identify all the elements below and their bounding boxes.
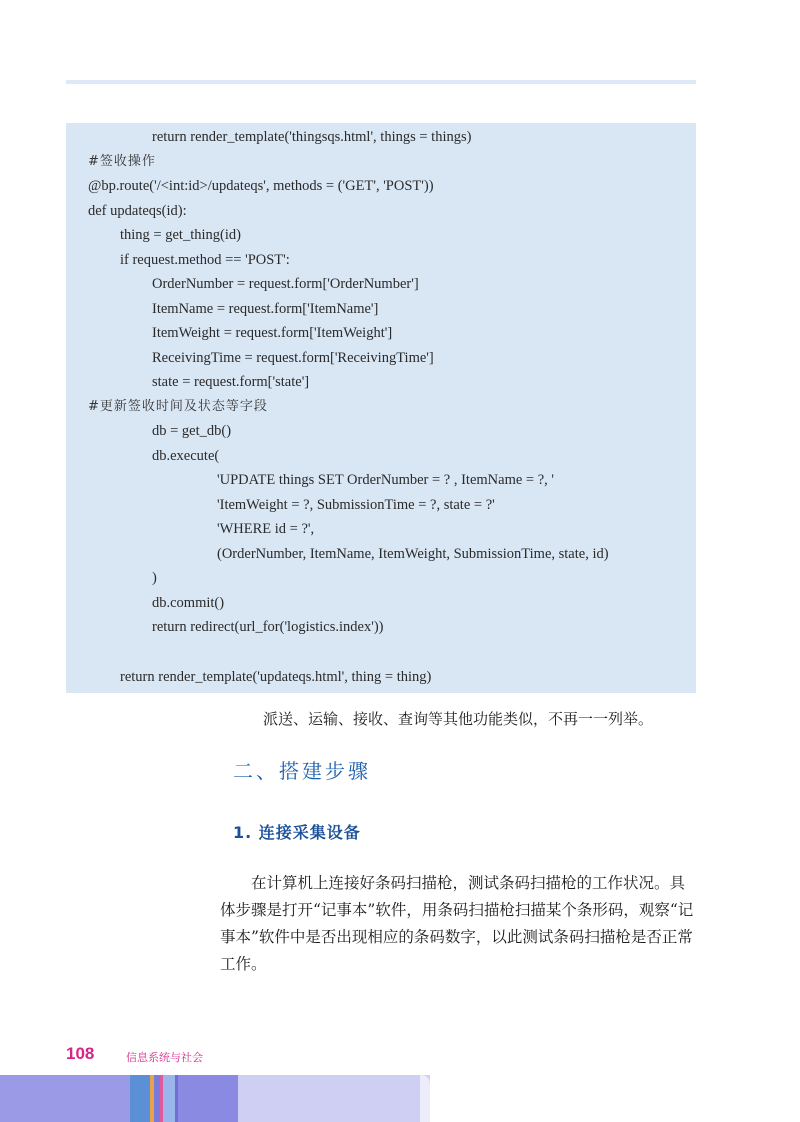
code-line: (OrderNumber, ItemName, ItemWeight, SubmissionTime, state, id) xyxy=(217,546,609,562)
code-line: return render_template('thingsqs.html', things = things) xyxy=(152,129,472,145)
code-line: OrderNumber = request.form['OrderNumber'] xyxy=(152,276,419,292)
body-paragraph: 在计算机上连接好条码扫描枪，测试条码扫描枪的工作状况。具体步骤是打开“记事本”软件，用条码扫描枪扫描某个条形码，观察“记事本”软件中是否出现相应的条码数字，以此测试条码扫描枪是否正常工作。 xyxy=(220,874,694,973)
code-line: 'WHERE id = ?', xyxy=(217,521,315,537)
code-line: if request.method == 'POST': xyxy=(120,252,290,268)
after-code-text: 派送、运输、接收、查询等其他功能类似，不再一一列举。 xyxy=(263,710,654,728)
code-line: ItemWeight = request.form['ItemWeight'] xyxy=(152,325,393,341)
code-line: ReceivingTime = request.form['ReceivingTime'] xyxy=(152,350,434,366)
code-line: return render_template('updateqs.html', thing = thing) xyxy=(120,669,432,685)
code-line: state = request.form['state'] xyxy=(152,374,310,390)
page-number: 108 xyxy=(66,1044,95,1063)
code-line: db = get_db() xyxy=(152,423,232,439)
code-line: def updateqs(id): xyxy=(88,203,187,219)
code-comment: #签收操作 xyxy=(88,154,156,169)
section-heading: 二、搭建步骤 xyxy=(233,759,371,783)
code-line: ) xyxy=(152,570,157,586)
header-rule xyxy=(66,80,696,84)
code-block xyxy=(66,123,696,693)
code-line: 'UPDATE things SET OrderNumber = ? , ItemName = ?, ' xyxy=(217,472,555,488)
sub-heading: 1. 连接采集设备 xyxy=(233,823,361,842)
code-line: db.execute( xyxy=(152,448,220,464)
code-line: 'ItemWeight = ?, SubmissionTime = ?, state = ?' xyxy=(217,497,495,513)
code-line: return redirect(url_for('logistics.index')) xyxy=(152,619,384,635)
code-line: @bp.route('/<int:id>/updateqs', methods = ('GET', 'POST')) xyxy=(88,178,434,194)
book-title: 信息系统与社会 xyxy=(126,1051,203,1064)
code-line: thing = get_thing(id) xyxy=(120,227,241,243)
footer-color-band xyxy=(0,1075,800,1122)
code-comment: #更新签收时间及状态等字段 xyxy=(88,399,268,414)
code-line: db.commit() xyxy=(152,595,225,611)
code-line: ItemName = request.form['ItemName'] xyxy=(152,301,379,317)
